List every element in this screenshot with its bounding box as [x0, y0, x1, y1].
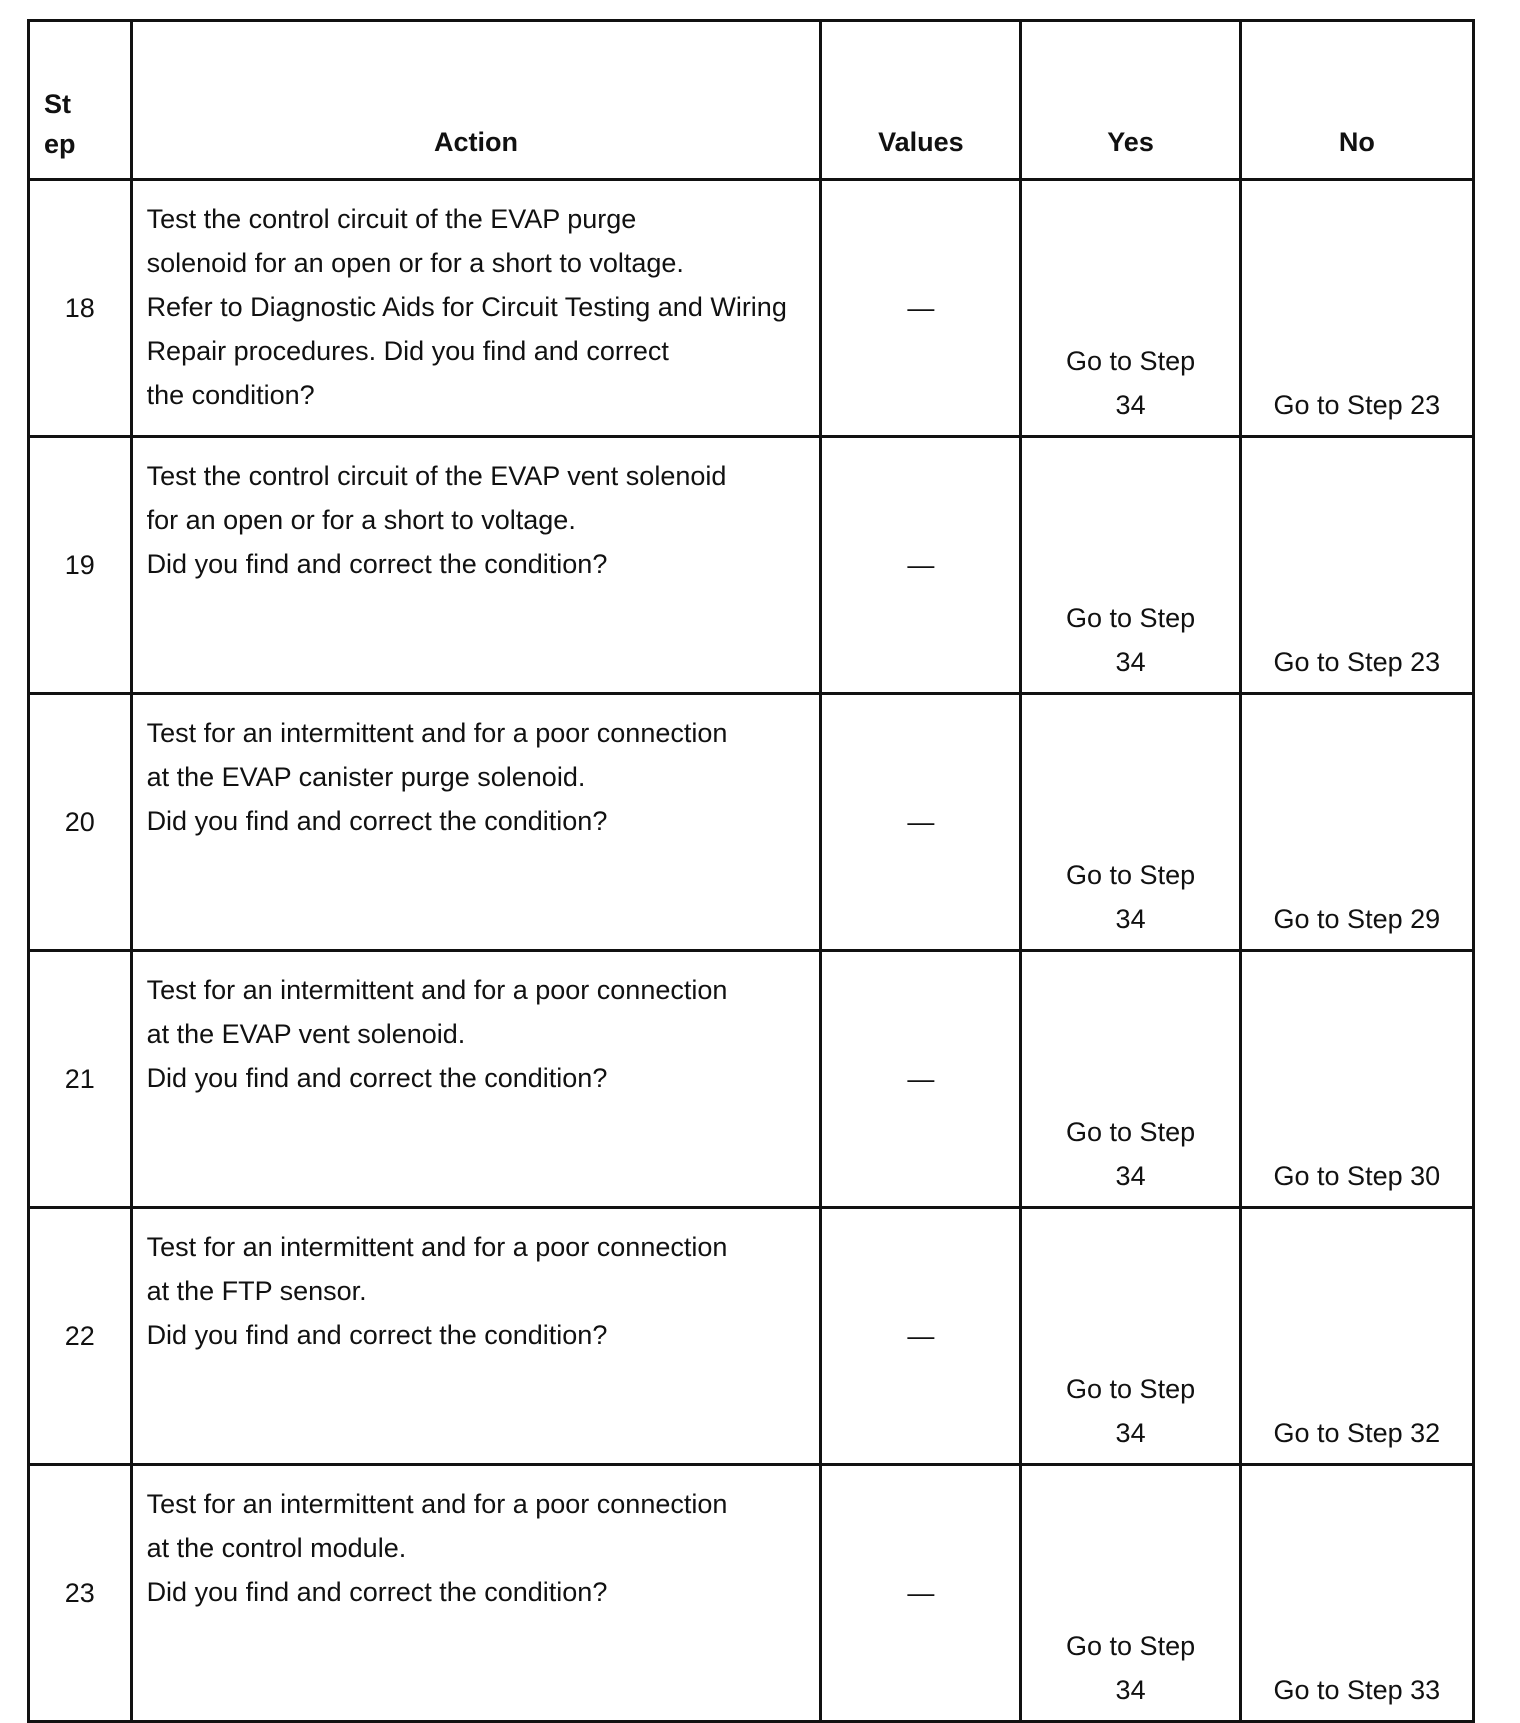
value-cell: —	[821, 180, 1021, 437]
action-line: for an open or for a short to voltage.	[146, 505, 576, 535]
step-header-line-1: St	[44, 89, 71, 119]
action-text	[131, 1465, 821, 1722]
value-cell: —	[821, 1208, 1021, 1465]
step-number	[29, 180, 132, 437]
no-result-text: Go to Step 30	[1273, 1161, 1441, 1191]
yes-result-line-2: 34	[1115, 647, 1146, 677]
yes-header: Yes	[1021, 21, 1240, 180]
step-number-text: 19	[64, 550, 95, 580]
action-line: Did you find and correct the condition?	[146, 1063, 608, 1093]
no-result-text: Go to Step 29	[1273, 904, 1441, 934]
yes-result	[1021, 437, 1240, 694]
action-line: at the FTP sensor.	[146, 1276, 367, 1306]
no-result-text: Go to Step 23	[1273, 390, 1441, 420]
action-line: Repair procedures. Did you find and correct	[146, 336, 669, 366]
action-header: Action	[131, 21, 821, 180]
value-cell: —	[821, 951, 1021, 1208]
step-number-text: 20	[64, 807, 95, 837]
yes-result-line-1: Go to Step	[1066, 1374, 1196, 1404]
yes-result-line-2: 34	[1115, 904, 1146, 934]
values-header: Values	[821, 21, 1021, 180]
table-row	[29, 180, 1474, 437]
action-line: Test the control circuit of the EVAP purge	[146, 204, 637, 234]
table-row	[29, 437, 1474, 694]
no-result	[1240, 694, 1473, 951]
yes-result-line-1: Go to Step	[1066, 860, 1196, 890]
yes-result-line-1: Go to Step	[1066, 346, 1196, 376]
step-number-text: 23	[64, 1578, 95, 1608]
step-header	[29, 21, 132, 180]
diagnostic-table	[27, 19, 1475, 1723]
yes-result-line-2: 34	[1115, 1418, 1146, 1448]
yes-result-line-2: 34	[1115, 390, 1146, 420]
action-line: solenoid for an open or for a short to voltage.	[146, 248, 684, 278]
action-line: Did you find and correct the condition?	[146, 1577, 608, 1607]
action-line: at the EVAP canister purge solenoid.	[146, 762, 586, 792]
action-line: Did you find and correct the condition?	[146, 549, 608, 579]
action-line: Test for an intermittent and for a poor connection	[146, 718, 728, 748]
yes-result-line-1: Go to Step	[1066, 1631, 1196, 1661]
action-text	[131, 694, 821, 951]
table-row	[29, 694, 1474, 951]
no-result	[1240, 1208, 1473, 1465]
step-number	[29, 951, 132, 1208]
no-result	[1240, 951, 1473, 1208]
action-line: the condition?	[146, 380, 315, 410]
value-cell: —	[821, 437, 1021, 694]
step-number-text: 22	[64, 1321, 95, 1351]
no-result	[1240, 180, 1473, 437]
table-body	[29, 180, 1474, 1722]
yes-result-line-2: 34	[1115, 1675, 1146, 1705]
action-text	[131, 180, 821, 437]
table-row	[29, 1208, 1474, 1465]
no-result-text: Go to Step 23	[1273, 647, 1441, 677]
table-row	[29, 951, 1474, 1208]
step-number	[29, 1208, 132, 1465]
yes-result	[1021, 1465, 1240, 1722]
yes-result-line-1: Go to Step	[1066, 603, 1196, 633]
action-line: Did you find and correct the condition?	[146, 806, 608, 836]
yes-result	[1021, 694, 1240, 951]
header-row	[29, 21, 1474, 180]
action-line: Test the control circuit of the EVAP vent solenoid	[146, 461, 727, 491]
action-line: Refer to Diagnostic Aids for Circuit Testing and Wiring	[146, 292, 787, 322]
table-row	[29, 1465, 1474, 1722]
action-line: Test for an intermittent and for a poor connection	[146, 1232, 728, 1262]
step-number	[29, 1465, 132, 1722]
step-number-text: 18	[64, 293, 95, 323]
action-text	[131, 951, 821, 1208]
yes-result	[1021, 1208, 1240, 1465]
action-text	[131, 437, 821, 694]
action-text	[131, 1208, 821, 1465]
step-header-line-2: ep	[44, 129, 76, 159]
value-cell: —	[821, 1465, 1021, 1722]
yes-result	[1021, 180, 1240, 437]
yes-result-line-1: Go to Step	[1066, 1117, 1196, 1147]
action-line: at the control module.	[146, 1533, 407, 1563]
step-number	[29, 694, 132, 951]
no-result	[1240, 1465, 1473, 1722]
value-cell: —	[821, 694, 1021, 951]
step-number-text: 21	[64, 1064, 95, 1094]
action-line: Test for an intermittent and for a poor connection	[146, 975, 728, 1005]
yes-result-line-2: 34	[1115, 1161, 1146, 1191]
no-result-text: Go to Step 32	[1273, 1418, 1441, 1448]
no-result-text: Go to Step 33	[1273, 1675, 1441, 1705]
no-header: No	[1240, 21, 1473, 180]
no-result	[1240, 437, 1473, 694]
step-number	[29, 437, 132, 694]
action-line: at the EVAP vent solenoid.	[146, 1019, 466, 1049]
action-line: Did you find and correct the condition?	[146, 1320, 608, 1350]
yes-result	[1021, 951, 1240, 1208]
action-line: Test for an intermittent and for a poor connection	[146, 1489, 728, 1519]
